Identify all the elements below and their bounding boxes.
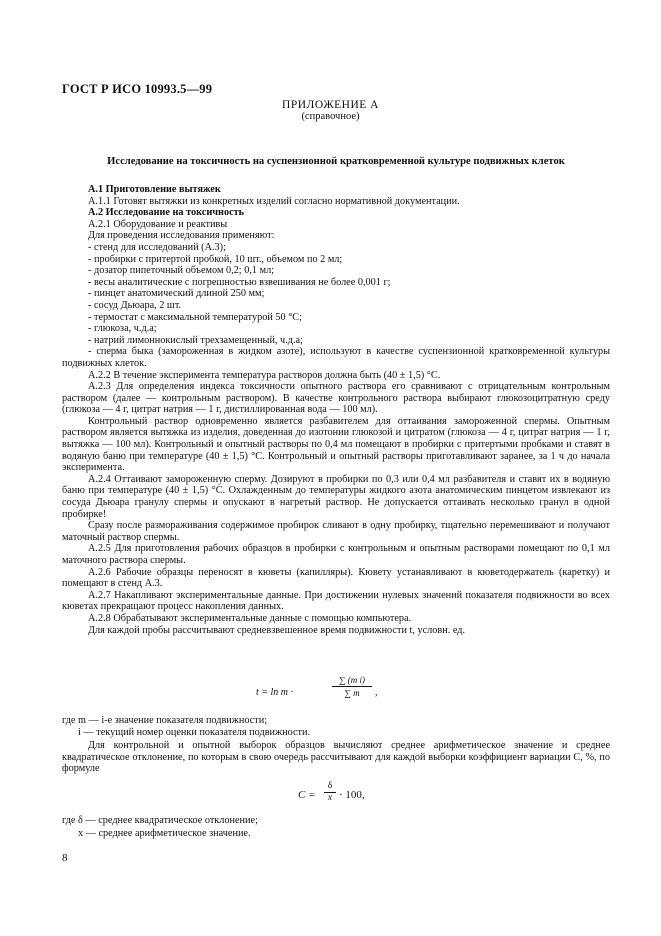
paragraph-a2-4: А.2.4 Оттаивают замороженную сперму. Дозируют в пробирки по 0,3 или 0,4 мл разбавителя и ставят их в водяную баню при температуре (40 ± 1,5) °С. Охлажденным до температуры жидкого азота анатомическим пинцетом извлекают из сосуда Дьюара гранулу спермы и опускают в нагретый раствор. Не допускается оттаивать несколько гранул в одной пробирке! [62, 473, 610, 520]
list-item: - дозатор пипеточный объемом 0,2; 0,1 мл; [88, 265, 275, 277]
paragraph-a2-4b: Сразу после размораживания содержимое пробирок сливают в одну пробирку, тщательно перемешивают и получают маточный раствор спермы. [62, 520, 610, 543]
paragraph-a2-7: А.2.7 Накапливают экспериментальные данные. При достижении нулевых значений показателя подвижности во всех кюветах прекращают процесс накопления данных. [62, 589, 610, 613]
list-item: - весы аналитические с погрешностью взвешивания не более 0,001 г; [88, 276, 391, 288]
formula2-legend [62, 814, 610, 840]
formula1-fraction [332, 675, 372, 698]
appendix-subtitle: (справочное) [301, 111, 360, 122]
section-heading-a1: А.1 Приготовление вытяжек [88, 184, 221, 195]
legend-line: i — текущий номер оценки показателя подвижности. [78, 726, 311, 738]
paragraph-a2-5: А.2.5 Для приготовления рабочих образцов в пробирки с контрольным и опытным растворами помещают по 0,1 мл маточного раствора спермы. [62, 543, 610, 566]
formula2-tail: · 100, [339, 789, 365, 801]
paragraph-variation-text: Для контрольной и опытной выборок образцов вычисляют среднее арифметическое значение и среднее квадратическое отклонение, по которым в свою очередь рассчитывают для каждой выборки коэффициент вариации C, %, по формуле [62, 740, 610, 775]
list-item: - натрий лимоннокислый трехзамещенный, ч.д.а; [88, 334, 303, 346]
list-item: - глюкоза, ч.д.а; [88, 323, 157, 335]
paragraph-a2-8: А.2.8 Обрабатывают экспериментальные данные с помощью компьютера. [88, 612, 412, 624]
appendix-title: ПРИЛОЖЕНИЕ А [282, 99, 379, 111]
paragraph-a2-1: А.2.1 Оборудование и реактивы [88, 218, 228, 230]
document-title: Исследование на токсичность на суспензионной кратковременной культуре подвижных клеток [107, 156, 565, 167]
formula-variation-coefficient [298, 781, 428, 809]
list-item: - сосуд Дьюара, 2 шт. [88, 299, 182, 311]
paragraph-variation [62, 740, 610, 775]
paragraph-a2-3b: Контрольный раствор одновременно является разбавителем для оттаивания замороженной спермы. Опытным раствором является вытяжка из изделия, доведенная до изотонии глюкозой и цитратом (глюкоза — 4 г, цитрат натрия — 1 г, вытяжка — 100 мл). Контрольный и опытный растворы по 0,4 мл помещают в пробирки с притертыми пробками и ставят в водяную баню при температуре (40 ± 1,5) °С. Контрольный и опытный растворы приготавливают заранее, за 1 ч до начала эксперимента. [62, 415, 610, 474]
paragraph-a2-6: А.2.6 Рабочие образцы переносят в кюветы (капилляры). Кювету устанавливают в кюветодержатель (каретку) и помещают в стенд А.3. [62, 566, 610, 590]
formula1-lhs: t = ln m · [256, 687, 294, 698]
legend-line: где m — i-е значение показателя подвижности; [62, 715, 268, 726]
formula1-tail: , [375, 687, 378, 698]
list-item: - сперма быка (замороженная в жидком азоте), используют в качестве суспензионной кратковременной культуры подвижных клеток. [62, 346, 610, 369]
section-heading-a2: А.2 Исследование на токсичность [88, 207, 245, 219]
list-item: - пробирки с притертой пробкой, 10 шт., объемом по 2 мл; [88, 253, 343, 265]
list-item: - пинцет анатомический длиной 250 мм; [88, 288, 265, 300]
formula2-fraction [324, 781, 336, 804]
legend-line: x — среднее арифметическое значение. [78, 828, 251, 839]
formula1-denominator: ∑ m [344, 688, 360, 698]
paragraph-a2-3: А.2.3 Для определения индекса токсичности опытного раствора его сравнивают с отрицательным контрольным раствором (далее — контрольным раствором). В качестве контрольного раствора выбирают глюкозоцитратную среду (глюкоза — 4 г, цитрат натрия — 1 г, дистиллированная вода — 100 мл). [62, 381, 610, 416]
formula1-legend [62, 715, 610, 738]
paragraph-a1-1: А.1.1 Готовят вытяжки из конкретных изделий согласно нормативной документации. [88, 195, 460, 207]
standard-header: ГОСТ Р ИСО 10993.5—99 [62, 82, 213, 96]
paragraph-a2-2: А.2.2 В течение эксперимента температура растворов должна быть (40 ± 1,5) °С. [88, 369, 441, 381]
list-item: - стенд для исследований (А.3); [88, 241, 226, 253]
paragraph-a2-1-intro: Для проведения исследования применяют: [88, 230, 275, 242]
page-number: 8 [62, 852, 68, 864]
formula2-lhs: C = [298, 789, 316, 801]
paragraph-a2-8b: Для каждой пробы рассчитывают средневзвешенное время подвижности t, условн. ед. [88, 624, 466, 636]
formula2-numerator: δ [324, 781, 336, 793]
formula2-denominator: x [327, 793, 333, 803]
formula1-numerator: ∑ (m i) [332, 675, 372, 687]
list-item: - термостат с максимальной температурой 50 °С; [88, 311, 302, 323]
document-body [62, 184, 610, 636]
legend-line: где δ — среднее квадратическое отклонение; [62, 815, 258, 826]
formula-mobility-time [256, 675, 456, 711]
